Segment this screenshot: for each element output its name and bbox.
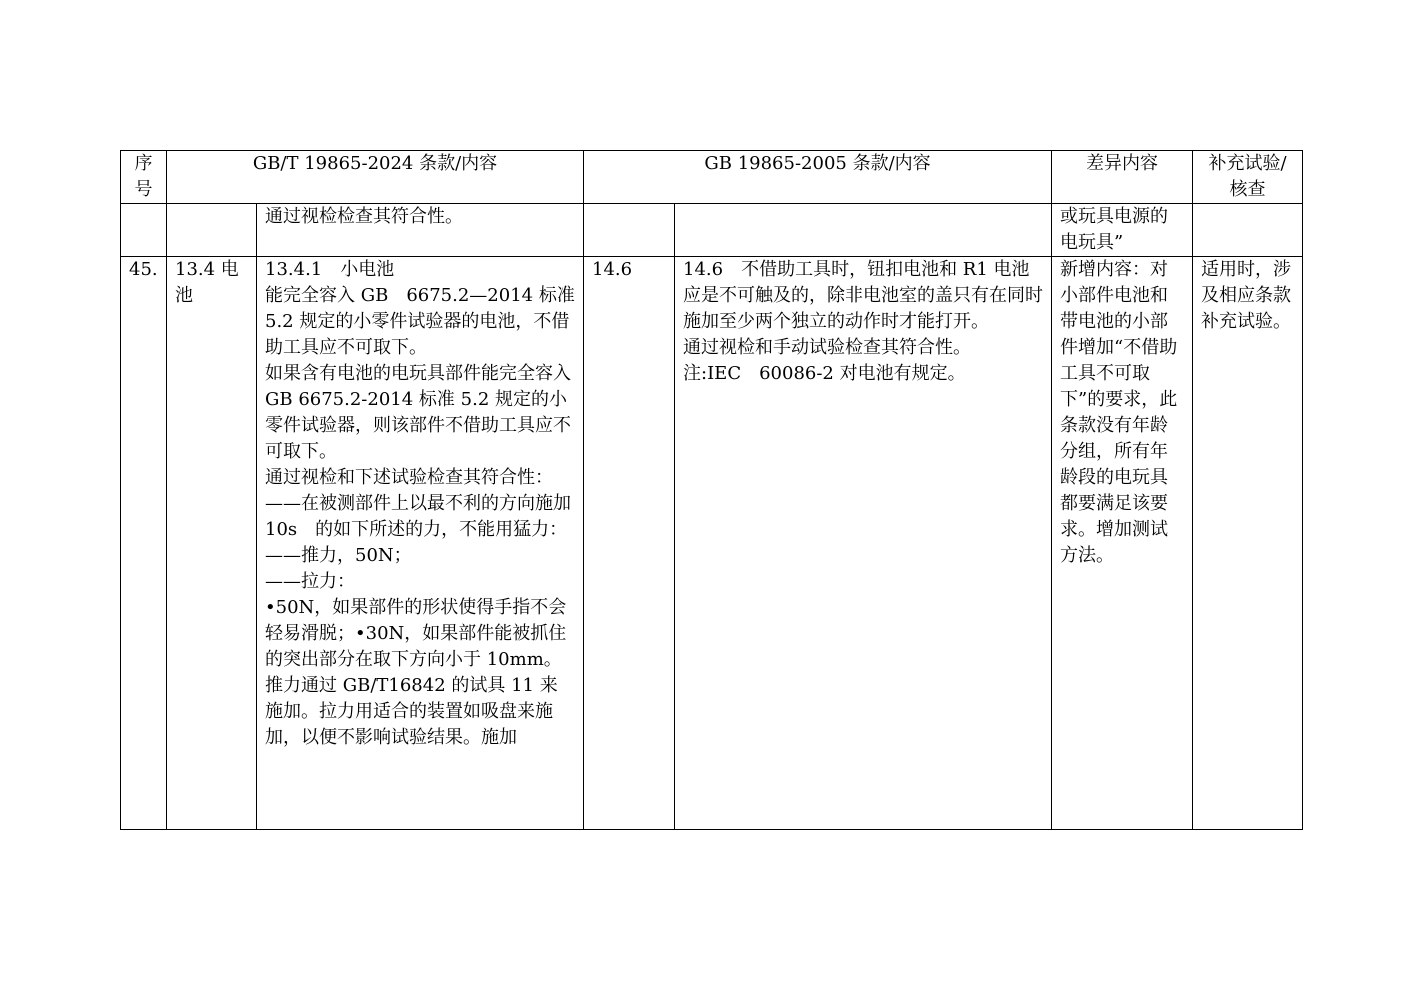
text-line: ——推力，50N； [265, 545, 412, 566]
header-new-standard: GB/T 19865-2024 条款/内容 [167, 151, 584, 204]
cell-new-content: 通过视检检查其符合性。 [257, 204, 584, 257]
cell-new-content [257, 257, 589, 830]
text-line: 13.4.1 小电池 [265, 259, 395, 280]
cell-new-clause: 13.4 电池 [167, 257, 257, 830]
header-supplementary-test: 补充试验/核查 [1193, 151, 1303, 204]
header-seq: 序号 [121, 151, 167, 204]
header-difference: 差异内容 [1052, 151, 1193, 204]
header-old-standard: GB 19865-2005 条款/内容 [584, 151, 1052, 204]
text-line: 能完全容入 GB 6675.2—2014 标准 5.2 规定的小零件试验器的电池，不借助工具应不可取下。 [265, 285, 575, 358]
cell-new-clause [167, 204, 257, 257]
cell-supplementary: 适用时，涉及相应条款补充试验。 [1193, 257, 1303, 830]
cell-seq: 45. [121, 257, 167, 830]
text-line: 如果含有电池的电玩具部件能完全容入 GB 6675.2-2014 标准 5.2 规定的小零件试验器，则该部件不借助工具应不可取下。 [265, 363, 571, 462]
cell-supplementary [1193, 204, 1303, 257]
text-line: 推力通过 GB/T16842 的试具 11 来施加。拉力用适合的装置如吸盘来施加，以便不影响试验结果。施加 [265, 675, 558, 748]
table-row-continued [121, 204, 1303, 257]
cell-difference: 新增内容：对小部件电池和带电池的小部件增加“不借助工具不可取下”的要求，此条款没有年龄分组，所有年龄段的电玩具都要满足该要求。增加测试方法。 [1052, 257, 1193, 830]
comparison-table [120, 150, 1303, 830]
text-line: 14.6 不借助工具时，钮扣电池和 R1 电池应是不可触及的，除非电池室的盖只有在同时施加至少两个独立的动作时才能打开。 [683, 259, 1043, 332]
cell-difference: 或玩具电源的电玩具” [1052, 204, 1193, 257]
text-line: ——在被测部件上以最不利的方向施加 10s 的如下所述的力，不能用猛力： [265, 493, 589, 540]
header-row [121, 151, 1303, 204]
cell-seq [121, 204, 167, 257]
cell-old-clause [584, 204, 675, 257]
text-line: 通过视检和下述试验检查其符合性： [265, 467, 553, 488]
text-line: 通过视检和手动试验检查其符合性。 [683, 337, 971, 358]
text-line: 注:IEC 60086-2 对电池有规定。 [683, 363, 966, 384]
cell-old-content [675, 204, 1052, 257]
cell-old-clause: 14.6 [584, 257, 675, 830]
text-line: ——拉力： [265, 571, 355, 592]
text-line: •50N，如果部件的形状使得手指不会轻易滑脱；•30N，如果部件能被抓住的突出部分在取下方向小于 10mm。 [265, 597, 567, 670]
cell-old-content [675, 257, 1052, 830]
table-row-45 [121, 257, 1303, 830]
